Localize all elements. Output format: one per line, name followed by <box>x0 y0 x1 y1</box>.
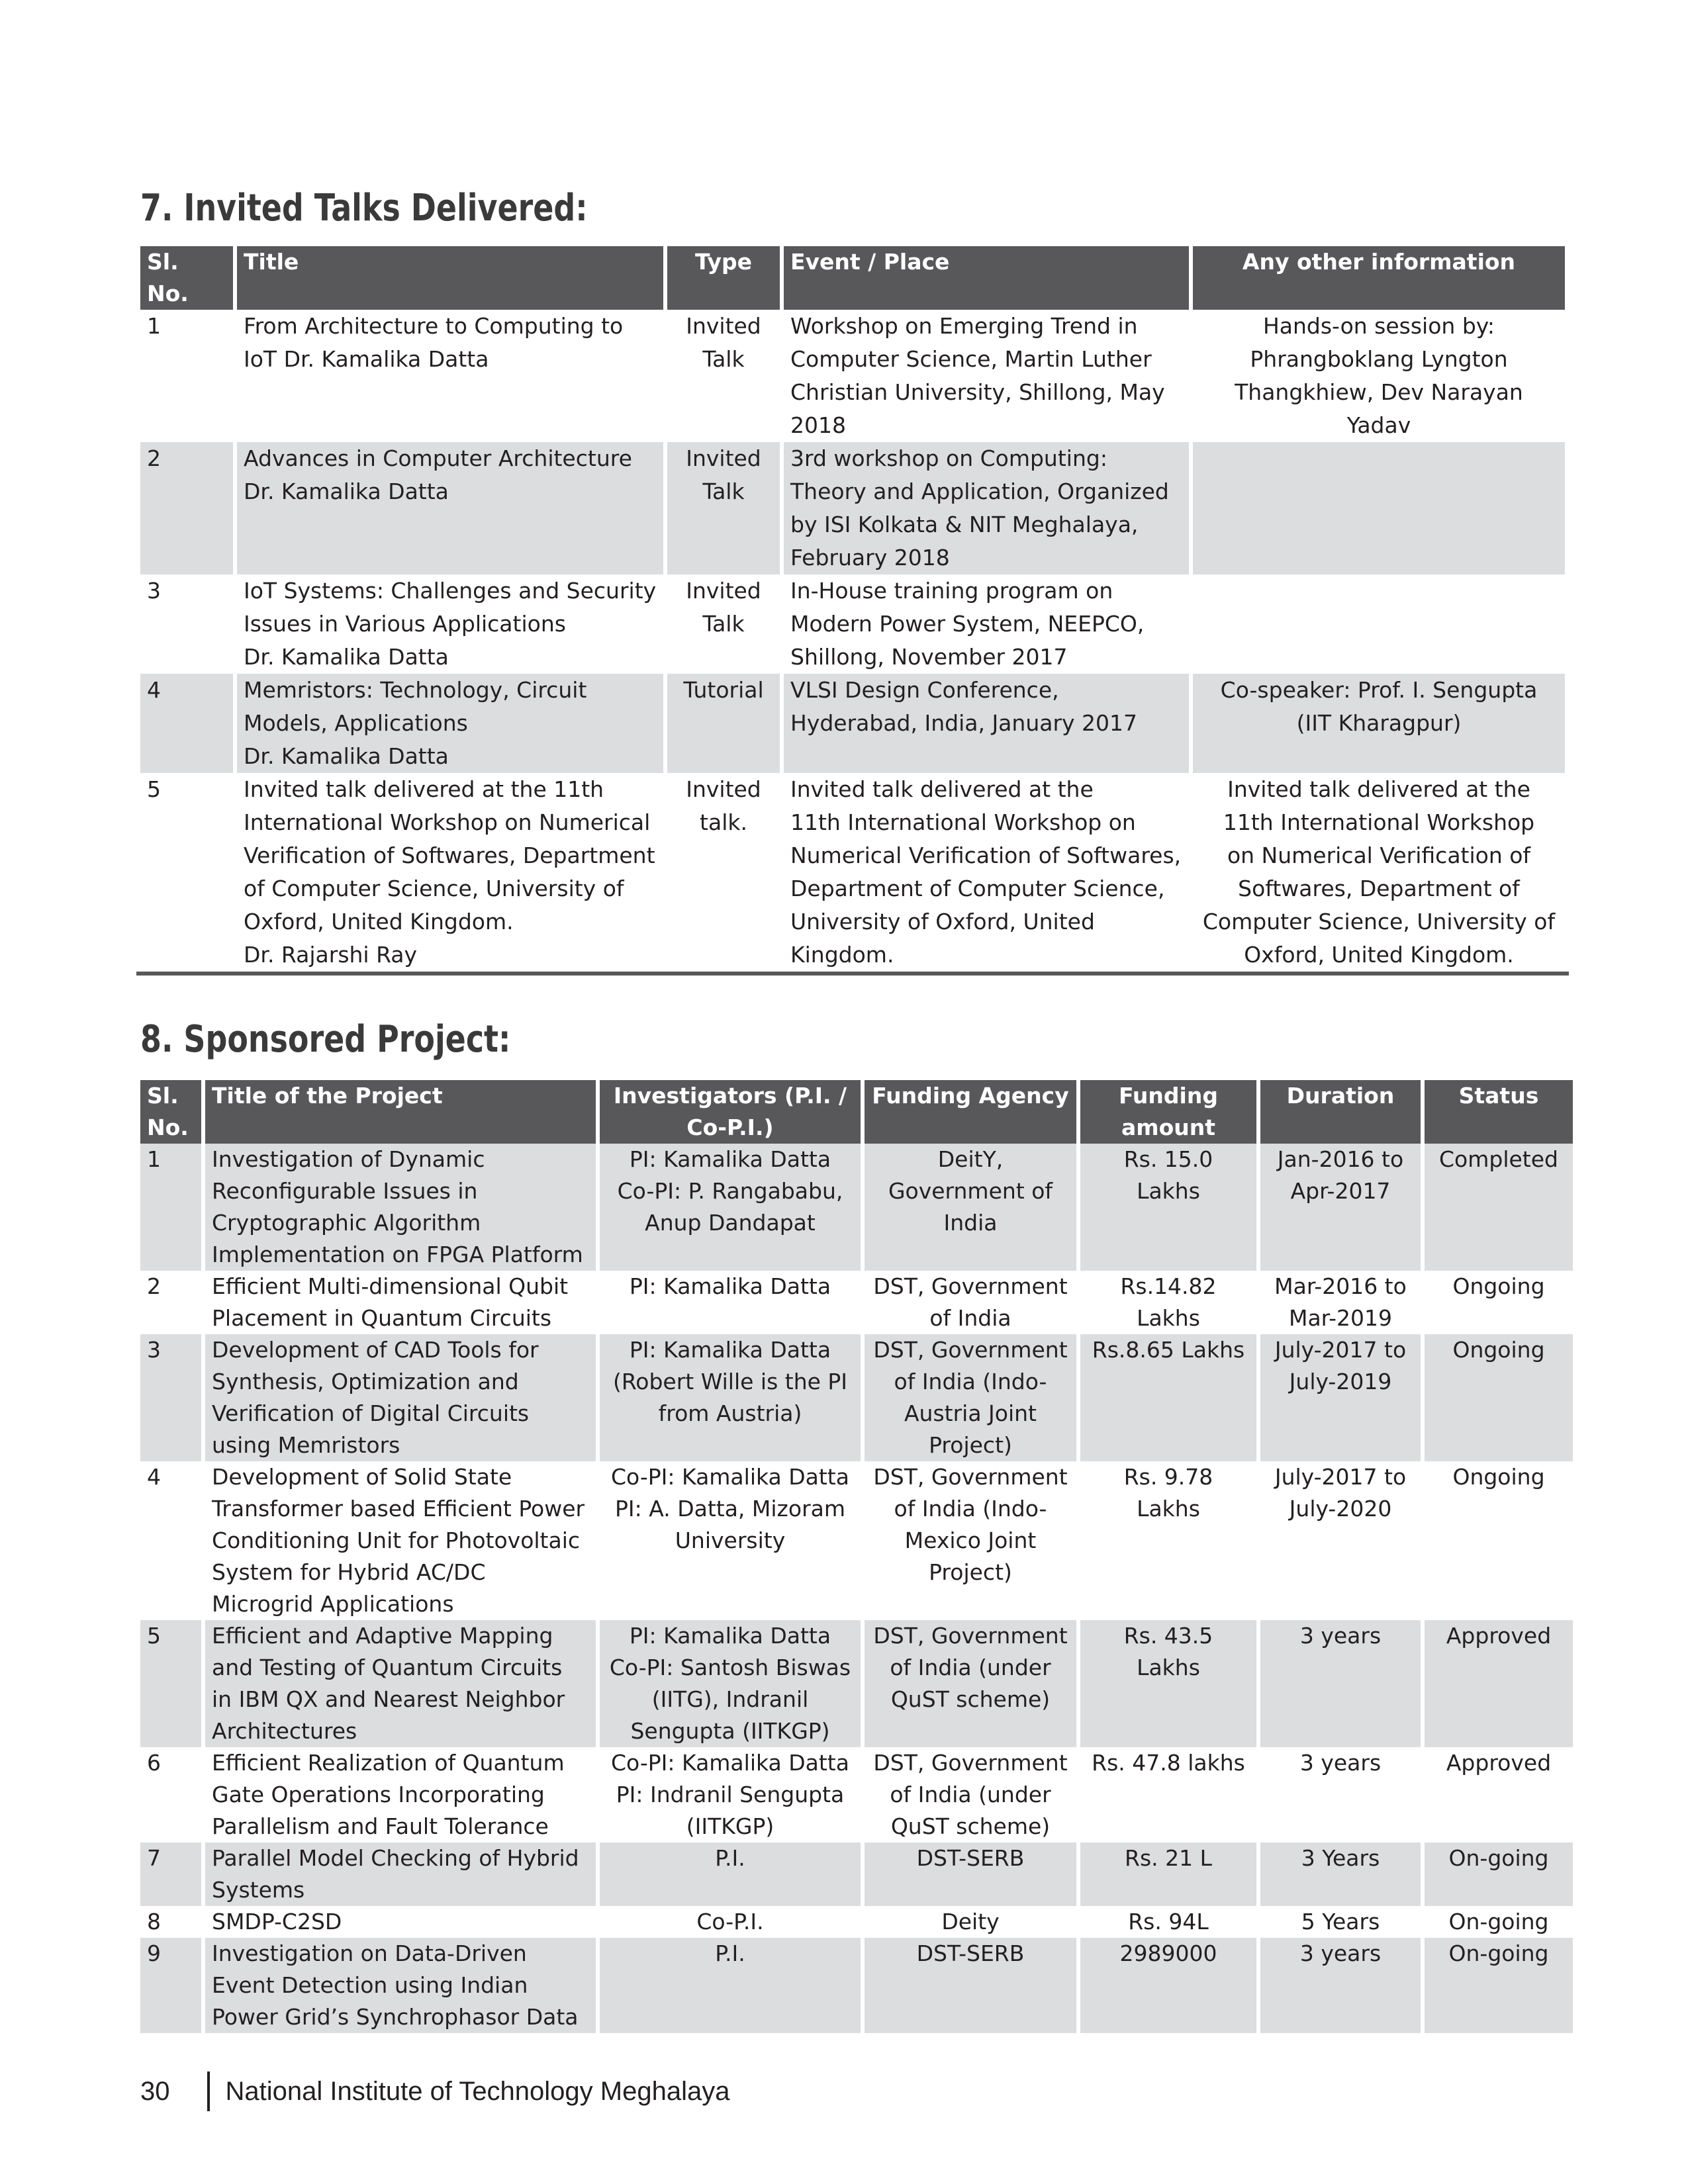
cell-sl-no: 3 <box>140 1334 201 1461</box>
cell-info <box>1193 574 1565 674</box>
cell-duration: July-2017 to July-2020 <box>1274 1464 1407 1522</box>
cell-event: Invited talk delivered at the 11th International Workshop on Numerical Verification of Softwares, Department of Computer Science, University of Oxford, United Kingdom. <box>790 776 1182 968</box>
table-row <box>140 773 1565 972</box>
cell-investigators: P.I. <box>600 1938 861 2033</box>
cell-funding-agency: DST, Government of India (Indo- Austria Joint Project) <box>865 1334 1076 1461</box>
invited-talks-table <box>136 246 1569 976</box>
cell-title: IoT Systems: Challenges and Security Issues in Various Applications Dr. Kamalika Datta <box>244 578 657 670</box>
cell-sl-no: 8 <box>147 1909 161 1934</box>
cell-project-title: Efficient Realization of Quantum Gate Operations Incorporating Parallelism and Fault Tolerance <box>212 1750 565 1839</box>
cell-funding-agency: DST-SERB <box>865 1843 1076 1906</box>
table-row <box>140 1747 1573 1843</box>
cell-duration: July-2017 to July-2019 <box>1260 1334 1421 1461</box>
cell-title: From Architecture to Computing to IoT Dr. Kamalika Datta <box>244 313 624 372</box>
col-header-duration: Duration <box>1260 1080 1421 1144</box>
cell-info: Invited talk delivered at the 11th International Workshop on Numerical Verification of Softwares, Department of Computer Science, University of Oxford, United Kingdom. <box>1202 776 1556 968</box>
col-header-type: Type <box>667 246 780 310</box>
cell-project-title: Investigation on Data-Driven Event Detection using Indian Power Grid’s Synchrophasor Data <box>205 1938 596 2033</box>
cell-info: Co-speaker: Prof. I. Sengupta (IIT Kharagpur) <box>1193 674 1565 773</box>
cell-funding-amount: Rs. 15.0 Lakhs <box>1080 1144 1256 1271</box>
cell-info <box>1193 442 1565 574</box>
table-row <box>140 1906 1573 1938</box>
section-7-heading: 7. Invited Talks Delivered: <box>140 187 588 230</box>
cell-funding-agency: Deity <box>941 1909 1000 1934</box>
cell-sl-no: 2 <box>140 442 233 574</box>
cell-funding-amount: Rs. 21 L <box>1080 1843 1256 1906</box>
table-row <box>140 1461 1573 1620</box>
cell-investigators: Co-PI: Kamalika Datta PI: A. Datta, Mizoram University <box>611 1464 849 1553</box>
cell-project-title: Efficient and Adaptive Mapping and Testing of Quantum Circuits in IBM QX and Nearest Neighbor Architectures <box>205 1620 596 1747</box>
cell-sl-no: 3 <box>147 578 161 604</box>
cell-duration: 5 Years <box>1301 1909 1380 1934</box>
cell-title: Invited talk delivered at the 11th International Workshop on Numerical Verification of Softwares, Department of Computer Science, University of Oxford, United Kingdom. Dr. Rajarshi Ray <box>244 776 655 968</box>
table-row <box>140 442 1565 574</box>
col-header-funding-amount: Funding amount <box>1080 1080 1256 1144</box>
cell-type: Invited Talk <box>686 313 761 372</box>
cell-title: Advances in Computer Architecture Dr. Kamalika Datta <box>237 442 663 574</box>
table-row <box>140 1843 1573 1906</box>
cell-event: In-House training program on Modern Power System, NEEPCO, Shillong, November 2017 <box>790 578 1145 670</box>
cell-type: Invited Talk <box>667 442 780 574</box>
cell-status: Ongoing <box>1425 1334 1573 1461</box>
cell-sl-no: 5 <box>147 776 161 802</box>
col-header-project-title: Title of the Project <box>205 1080 596 1144</box>
cell-sl-no: 2 <box>147 1273 161 1299</box>
table-header-row <box>140 1080 1573 1144</box>
table-row <box>140 1938 1573 2033</box>
cell-investigators: Co-P.I. <box>696 1909 764 1934</box>
page-footer <box>140 2071 729 2111</box>
cell-event: VLSI Design Conference, Hyderabad, India, January 2017 <box>784 674 1189 773</box>
cell-sl-no: 7 <box>140 1843 201 1906</box>
cell-duration: 3 years <box>1260 1938 1421 2033</box>
cell-sl-no: 9 <box>140 1938 201 2033</box>
table-row <box>140 310 1565 442</box>
sponsored-projects-table <box>136 1080 1577 2033</box>
cell-type: Tutorial <box>667 674 780 773</box>
cell-funding-amount: Rs. 47.8 lakhs <box>1092 1750 1245 1776</box>
table-row <box>140 1620 1573 1747</box>
cell-funding-amount: 2989000 <box>1080 1938 1256 2033</box>
cell-sl-no: 6 <box>147 1750 161 1776</box>
cell-project-title: Development of CAD Tools for Synthesis, Optimization and Verification of Digital Circuits using Memristors <box>205 1334 596 1461</box>
cell-sl-no: 4 <box>140 674 233 773</box>
cell-investigators: PI: Kamalika Datta Co-PI: Santosh Biswas (IITG), Indranil Sengupta (IITKGP) <box>600 1620 861 1747</box>
cell-project-title: Development of Solid State Transformer based Efficient Power Conditioning Unit for Photovoltaic System for Hybrid AC/DC Microgrid Applications <box>212 1464 585 1617</box>
col-header-sl-no: Sl. No. <box>140 246 233 310</box>
cell-funding-amount: Rs. 43.5 Lakhs <box>1080 1620 1256 1747</box>
cell-status: Completed <box>1425 1144 1573 1271</box>
cell-funding-agency: DST-SERB <box>865 1938 1076 2033</box>
cell-status: On-going <box>1448 1909 1549 1934</box>
cell-duration: 3 years <box>1299 1750 1382 1776</box>
cell-duration: Jan-2016 to Apr-2017 <box>1260 1144 1421 1271</box>
cell-duration: 3 years <box>1260 1620 1421 1747</box>
footer-divider <box>207 2071 210 2111</box>
cell-type: Invited talk. <box>686 776 761 835</box>
cell-sl-no: 1 <box>140 1144 201 1271</box>
table-row <box>140 574 1565 674</box>
col-header-sl-no: Sl. No. <box>140 1080 201 1144</box>
cell-project-title: Parallel Model Checking of Hybrid Systems <box>205 1843 596 1906</box>
table-row <box>140 1144 1573 1271</box>
cell-status: Approved <box>1425 1620 1573 1747</box>
cell-status: Approved <box>1446 1750 1552 1776</box>
cell-event: Workshop on Emerging Trend in Computer Science, Martin Luther Christian University, Shillong, May 2018 <box>790 313 1165 438</box>
cell-status: Ongoing <box>1452 1273 1545 1299</box>
cell-duration: 3 Years <box>1260 1843 1421 1906</box>
cell-title: Memristors: Technology, Circuit Models, Applications Dr. Kamalika Datta <box>237 674 663 773</box>
table-row <box>140 1271 1573 1334</box>
cell-funding-amount: Rs.8.65 Lakhs <box>1080 1334 1256 1461</box>
cell-investigators: PI: Kamalika Datta Co-PI: P. Rangababu, Anup Dandapat <box>600 1144 861 1271</box>
cell-funding-agency: DST, Government of India (Indo- Mexico Joint Project) <box>873 1464 1068 1585</box>
cell-status: Ongoing <box>1452 1464 1545 1490</box>
col-header-other-info: Any other information <box>1193 246 1565 310</box>
page-number: 30 <box>140 2076 170 2106</box>
cell-funding-amount: Rs. 9.78 Lakhs <box>1123 1464 1213 1522</box>
cell-funding-agency: DST, Government of India (under QuST scheme) <box>873 1750 1068 1839</box>
cell-funding-agency: DST, Government of India <box>873 1273 1068 1331</box>
table-row <box>140 674 1565 773</box>
col-header-investigators: Investigators (P.I. / Co-P.I.) <box>600 1080 861 1144</box>
cell-investigators: PI: Kamalika Datta <box>629 1273 831 1299</box>
col-header-funding-agency: Funding Agency <box>865 1080 1076 1144</box>
cell-duration: Mar-2016 to Mar-2019 <box>1274 1273 1407 1331</box>
cell-investigators: PI: Kamalika Datta (Robert Wille is the PI from Austria) <box>600 1334 861 1461</box>
cell-status: On-going <box>1425 1938 1573 2033</box>
col-header-event-place: Event / Place <box>784 246 1189 310</box>
institution-name: National Institute of Technology Meghalaya <box>225 2076 730 2106</box>
col-header-title: Title <box>237 246 663 310</box>
section-8-heading: 8. Sponsored Project: <box>140 1018 511 1061</box>
cell-sl-no: 1 <box>147 313 161 339</box>
cell-funding-agency: DeitY, Government of India <box>865 1144 1076 1271</box>
cell-sl-no: 5 <box>140 1620 201 1747</box>
table-header-row <box>140 246 1565 310</box>
cell-investigators: Co-PI: Kamalika Datta PI: Indranil Sengupta (IITKGP) <box>611 1750 849 1839</box>
cell-type: Invited Talk <box>686 578 761 637</box>
cell-event: 3rd workshop on Computing: Theory and Application, Organized by ISI Kolkata & NIT Meghalaya, February 2018 <box>784 442 1189 574</box>
cell-project-title: Investigation of Dynamic Reconfigurable Issues in Cryptographic Algorithm Implementation on FPGA Platform <box>205 1144 596 1271</box>
cell-sl-no: 4 <box>147 1464 161 1490</box>
col-header-status: Status <box>1425 1080 1573 1144</box>
cell-funding-amount: Rs.14.82 Lakhs <box>1120 1273 1217 1331</box>
cell-investigators: P.I. <box>600 1843 861 1906</box>
table-row <box>140 1334 1573 1461</box>
cell-project-title: Efficient Multi-dimensional Qubit Placement in Quantum Circuits <box>212 1273 569 1331</box>
cell-project-title: SMDP-C2SD <box>212 1909 342 1934</box>
cell-info: Hands-on session by: Phrangboklang Lyngton Thangkhiew, Dev Narayan Yadav <box>1235 313 1523 438</box>
cell-status: On-going <box>1425 1843 1573 1906</box>
cell-funding-agency: DST, Government of India (under QuST scheme) <box>865 1620 1076 1747</box>
cell-funding-amount: Rs. 94L <box>1128 1909 1209 1934</box>
